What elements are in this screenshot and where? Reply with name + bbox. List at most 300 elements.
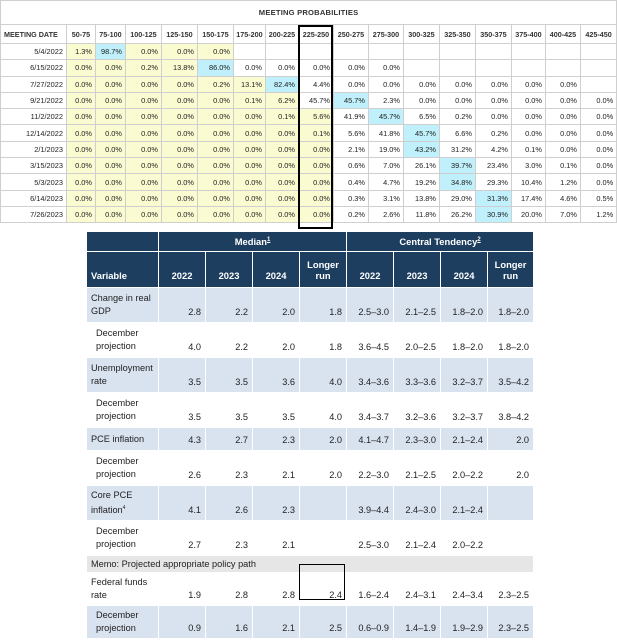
central-tendency-value: 2.3–2.5 xyxy=(488,573,534,606)
median-value: 0.9 xyxy=(159,606,206,639)
probability-cell: 0.0% xyxy=(234,190,266,206)
central-tendency-value: 3.2–3.6 xyxy=(394,393,441,428)
median-value: 2.0 xyxy=(300,451,347,486)
central-tendency-value: 2.5–3.0 xyxy=(347,288,394,323)
probability-cell: 6.2% xyxy=(266,92,299,108)
meeting-date-cell: 3/15/2023 xyxy=(1,158,67,174)
probability-cell xyxy=(334,44,369,60)
probability-cell: 0.0% xyxy=(299,206,334,222)
central-tendency-group-header: Central Tendency$^2$ xyxy=(347,232,534,252)
meeting-probabilities-table xyxy=(0,0,617,223)
probability-row xyxy=(1,92,617,108)
probability-cell: 1.3% xyxy=(67,44,96,60)
probability-cell: 31.2% xyxy=(440,141,476,157)
probability-cell: 3.1% xyxy=(369,190,404,206)
probability-cell: 0.0% xyxy=(198,92,234,108)
probability-cell: 29.3% xyxy=(476,174,512,190)
probability-cell: 0.0% xyxy=(162,109,198,125)
median-value: 2.2 xyxy=(206,288,253,323)
central-tendency-value xyxy=(488,521,534,556)
probability-cell: 0.5% xyxy=(581,190,617,206)
probability-cell: 0.0% xyxy=(67,141,96,157)
rate-range-header: 325-350 xyxy=(440,25,476,44)
median-value: 2.7 xyxy=(206,428,253,451)
probability-cell: 39.7% xyxy=(440,158,476,174)
central-tendency-value: 1.8–2.0 xyxy=(488,323,534,358)
probability-cell: 0.0% xyxy=(67,125,96,141)
median-value: 2.0 xyxy=(253,323,300,358)
probability-cell: 41.8% xyxy=(369,125,404,141)
probability-cell: 13.8% xyxy=(162,60,198,76)
probability-cell: 0.0% xyxy=(334,60,369,76)
median-group-header: Median$^1$ xyxy=(159,232,347,252)
ct-2024-header: 2024 xyxy=(441,252,488,288)
projection-row xyxy=(87,393,534,428)
probability-cell: 10.4% xyxy=(512,174,546,190)
variable-label: Federal funds rate xyxy=(87,573,159,606)
variable-label: December projection xyxy=(87,451,159,486)
median-value xyxy=(300,486,347,521)
variable-label: December projection xyxy=(87,521,159,556)
central-tendency-value: 2.3–3.0 xyxy=(394,428,441,451)
probability-cell: 0.0% xyxy=(546,92,581,108)
probability-cell: 0.0% xyxy=(126,44,162,60)
probability-cell: 0.0% xyxy=(198,190,234,206)
probability-cell: 0.0% xyxy=(96,158,126,174)
central-tendency-value: 2.4–3.4 xyxy=(441,573,488,606)
probability-cell: 0.0% xyxy=(126,190,162,206)
rate-range-header: 350-375 xyxy=(476,25,512,44)
meeting-date-header: MEETING DATE xyxy=(1,25,67,44)
projection-row xyxy=(87,606,534,639)
memo-row xyxy=(87,556,534,573)
probability-cell: 0.0% xyxy=(234,60,266,76)
probability-cell: 82.4% xyxy=(266,76,299,92)
probability-cell: 0.0% xyxy=(266,60,299,76)
probability-cell: 0.0% xyxy=(476,76,512,92)
ct-longer-run-header: Longer run xyxy=(488,252,534,288)
rate-range-header: 400-425 xyxy=(546,25,581,44)
probability-cell: 0.0% xyxy=(234,158,266,174)
projection-row xyxy=(87,521,534,556)
probability-cell: 0.0% xyxy=(546,141,581,157)
probability-cell: 0.0% xyxy=(546,109,581,125)
probability-cell: 0.0% xyxy=(67,92,96,108)
variable-label: Unemployment rate xyxy=(87,358,159,393)
probability-cell: 0.0% xyxy=(67,158,96,174)
median-value: 1.6 xyxy=(206,606,253,639)
probability-cell: 0.1% xyxy=(299,125,334,141)
probability-cell xyxy=(512,60,546,76)
central-tendency-value: 3.4–3.7 xyxy=(347,393,394,428)
variable-label: PCE inflation xyxy=(87,428,159,451)
probability-cell: 0.0% xyxy=(299,141,334,157)
central-tendency-value: 2.3–2.5 xyxy=(488,606,534,639)
probability-cell: 0.0% xyxy=(369,60,404,76)
probability-cell: 0.0% xyxy=(404,76,440,92)
median-value: 1.8 xyxy=(300,323,347,358)
probability-cell: 0.0% xyxy=(96,206,126,222)
rate-range-header: 225-250 xyxy=(299,25,334,44)
probability-cell: 0.0% xyxy=(234,141,266,157)
central-tendency-value: 2.1–2.5 xyxy=(394,288,441,323)
probability-cell: 0.0% xyxy=(581,141,617,157)
central-tendency-value: 3.6–4.5 xyxy=(347,323,394,358)
probability-cell: 0.0% xyxy=(581,92,617,108)
probability-cell: 0.0% xyxy=(476,109,512,125)
central-tendency-value: 1.4–1.9 xyxy=(394,606,441,639)
probability-cell: 0.0% xyxy=(198,174,234,190)
central-tendency-value: 2.2–3.0 xyxy=(347,451,394,486)
median-value: 2.7 xyxy=(159,521,206,556)
median-value: 2.1 xyxy=(253,451,300,486)
projection-row xyxy=(87,486,534,521)
probability-cell: 4.6% xyxy=(546,190,581,206)
probability-cell: 0.0% xyxy=(126,141,162,157)
meeting-date-cell: 6/14/2023 xyxy=(1,190,67,206)
probability-cell: 0.0% xyxy=(96,190,126,206)
central-tendency-value: 1.8–2.0 xyxy=(441,288,488,323)
probability-cell: 34.8% xyxy=(440,174,476,190)
probability-cell: 0.0% xyxy=(266,158,299,174)
probability-cell: 0.0% xyxy=(162,190,198,206)
probability-cell: 5.6% xyxy=(299,109,334,125)
probability-cell: 0.0% xyxy=(299,60,334,76)
probability-row xyxy=(1,76,617,92)
probability-cell: 0.0% xyxy=(234,206,266,222)
rate-range-header: 275-300 xyxy=(369,25,404,44)
variable-label: December projection xyxy=(87,606,159,639)
probability-cell: 45.7% xyxy=(369,109,404,125)
probability-cell: 0.0% xyxy=(234,125,266,141)
probability-cell xyxy=(546,60,581,76)
probability-cell xyxy=(299,44,334,60)
probability-cell xyxy=(404,60,440,76)
probability-cell: 0.2% xyxy=(476,125,512,141)
probability-cell: 0.0% xyxy=(404,92,440,108)
projection-row xyxy=(87,288,534,323)
probability-cell: 0.1% xyxy=(546,158,581,174)
probability-cell: 0.0% xyxy=(234,174,266,190)
header-blank xyxy=(87,232,159,252)
probability-cell: 29.0% xyxy=(440,190,476,206)
probability-cell: 0.0% xyxy=(162,92,198,108)
probability-row xyxy=(1,109,617,125)
median-value: 3.5 xyxy=(159,358,206,393)
median-value: 1.9 xyxy=(159,573,206,606)
median-value: 3.5 xyxy=(253,393,300,428)
probability-cell: 0.0% xyxy=(96,174,126,190)
probability-cell xyxy=(476,44,512,60)
probability-cell: 0.0% xyxy=(67,206,96,222)
probability-row xyxy=(1,158,617,174)
probability-cell: 0.0% xyxy=(299,190,334,206)
probability-cell: 30.9% xyxy=(476,206,512,222)
ct-2023-header: 2023 xyxy=(394,252,441,288)
probability-cell: 0.0% xyxy=(266,190,299,206)
central-tendency-value: 0.6–0.9 xyxy=(347,606,394,639)
probability-cell xyxy=(546,44,581,60)
probability-cell: 3.0% xyxy=(512,158,546,174)
probability-cell: 0.0% xyxy=(67,76,96,92)
median-longer-run-header: Longer run xyxy=(300,252,347,288)
central-tendency-footnote: 2 xyxy=(477,236,481,243)
probability-cell: 0.0% xyxy=(126,174,162,190)
probability-cell: 0.1% xyxy=(512,141,546,157)
meeting-date-cell: 11/2/2022 xyxy=(1,109,67,125)
probability-cell: 0.0% xyxy=(512,92,546,108)
probability-cell: 31.3% xyxy=(476,190,512,206)
central-tendency-value: 2.4–3.0 xyxy=(394,486,441,521)
probability-cell: 0.0% xyxy=(126,76,162,92)
median-value: 2.8 xyxy=(206,573,253,606)
probability-cell xyxy=(266,44,299,60)
probability-cell: 26.1% xyxy=(404,158,440,174)
central-tendency-value: 3.8–4.2 xyxy=(488,393,534,428)
probability-cell: 23.4% xyxy=(476,158,512,174)
probability-cell: 0.0% xyxy=(299,158,334,174)
probability-cell: 7.0% xyxy=(546,206,581,222)
median-2024-header: 2024 xyxy=(253,252,300,288)
median-footnote: 1 xyxy=(266,236,271,243)
variable-label: December projection xyxy=(87,323,159,358)
probability-cell: 45.7% xyxy=(299,92,334,108)
probability-cell: 41.9% xyxy=(334,109,369,125)
probability-cell: 0.2% xyxy=(334,206,369,222)
meeting-date-cell: 7/26/2023 xyxy=(1,206,67,222)
median-value: 2.6 xyxy=(206,486,253,521)
probability-cell: 0.2% xyxy=(198,76,234,92)
probability-row xyxy=(1,190,617,206)
rate-range-header: 125-150 xyxy=(162,25,198,44)
probability-cell: 0.0% xyxy=(512,76,546,92)
central-tendency-value: 2.0–2.2 xyxy=(441,521,488,556)
probability-cell: 2.1% xyxy=(334,141,369,157)
rate-range-header: 200-225 xyxy=(266,25,299,44)
probability-cell: 0.0% xyxy=(162,158,198,174)
probability-cell xyxy=(440,44,476,60)
median-value: 2.1 xyxy=(253,606,300,639)
central-tendency-value: 2.1–2.4 xyxy=(394,521,441,556)
central-tendency-value xyxy=(488,486,534,521)
probability-cell: 0.0% xyxy=(96,76,126,92)
central-tendency-value: 3.4–3.6 xyxy=(347,358,394,393)
probability-row xyxy=(1,206,617,222)
median-value: 2.0 xyxy=(300,428,347,451)
probability-cell: 20.0% xyxy=(512,206,546,222)
probability-cell: 0.0% xyxy=(512,125,546,141)
probability-cell: 5.6% xyxy=(334,125,369,141)
meeting-date-cell: 2/1/2023 xyxy=(1,141,67,157)
probability-cell: 13.1% xyxy=(234,76,266,92)
probability-cell: 1.2% xyxy=(546,174,581,190)
central-tendency-value: 2.0–2.2 xyxy=(441,451,488,486)
meeting-date-cell: 7/27/2022 xyxy=(1,76,67,92)
probability-row xyxy=(1,60,617,76)
probability-cell: 0.0% xyxy=(96,60,126,76)
probability-row xyxy=(1,125,617,141)
median-value: 3.5 xyxy=(206,393,253,428)
probability-cell: 2.3% xyxy=(369,92,404,108)
median-value: 2.3 xyxy=(253,428,300,451)
median-value: 3.5 xyxy=(159,393,206,428)
central-tendency-value: 2.0 xyxy=(488,451,534,486)
probability-cell xyxy=(234,44,266,60)
probability-cell xyxy=(369,44,404,60)
median-value: 2.3 xyxy=(253,486,300,521)
median-value: 2.5 xyxy=(300,606,347,639)
central-tendency-value: 1.8–2.0 xyxy=(441,323,488,358)
probability-cell: 0.3% xyxy=(334,190,369,206)
median-2022-header: 2022 xyxy=(159,252,206,288)
median-2023-header: 2023 xyxy=(206,252,253,288)
probability-cell: 0.0% xyxy=(67,109,96,125)
probability-cell: 2.6% xyxy=(369,206,404,222)
central-tendency-value: 2.1–2.4 xyxy=(441,486,488,521)
probability-cell: 0.0% xyxy=(198,44,234,60)
variable-header: Variable xyxy=(87,252,159,288)
probability-cell: 0.0% xyxy=(67,190,96,206)
rate-range-header: 50-75 xyxy=(67,25,96,44)
median-value: 3.6 xyxy=(253,358,300,393)
probability-cell xyxy=(581,76,617,92)
probability-cell: 0.1% xyxy=(266,109,299,125)
central-tendency-value: 2.0–2.5 xyxy=(394,323,441,358)
probability-cell: 0.0% xyxy=(476,92,512,108)
probability-cell: 19.0% xyxy=(369,141,404,157)
rate-range-header: 100-125 xyxy=(126,25,162,44)
probability-cell: 0.0% xyxy=(198,125,234,141)
central-tendency-value: 3.2–3.7 xyxy=(441,393,488,428)
probability-cell: 0.4% xyxy=(334,174,369,190)
median-value: 2.0 xyxy=(253,288,300,323)
projection-row xyxy=(87,323,534,358)
probability-cell: 0.0% xyxy=(581,158,617,174)
probability-cell: 0.0% xyxy=(126,109,162,125)
rate-range-header: 375-400 xyxy=(512,25,546,44)
probability-cell xyxy=(476,60,512,76)
central-tendency-value: 2.1–2.5 xyxy=(394,451,441,486)
probability-cell: 0.0% xyxy=(440,92,476,108)
median-value: 2.3 xyxy=(206,521,253,556)
probability-cell: 45.7% xyxy=(404,125,440,141)
probability-cell: 45.7% xyxy=(334,92,369,108)
meeting-probabilities-title: MEETING PROBABILITIES xyxy=(1,1,617,25)
median-value: 4.3 xyxy=(159,428,206,451)
probability-cell: 0.0% xyxy=(162,174,198,190)
probability-cell: 6.5% xyxy=(404,109,440,125)
probability-cell: 98.7% xyxy=(96,44,126,60)
median-value: 2.8 xyxy=(253,573,300,606)
meeting-date-cell: 6/15/2022 xyxy=(1,60,67,76)
probability-cell: 0.2% xyxy=(126,60,162,76)
central-tendency-value: 2.5–3.0 xyxy=(347,521,394,556)
probability-row xyxy=(1,44,617,60)
probability-cell: 0.0% xyxy=(266,125,299,141)
central-tendency-value: 3.5–4.2 xyxy=(488,358,534,393)
central-tendency-value: 2.1–2.4 xyxy=(441,428,488,451)
probability-cell: 1.2% xyxy=(581,206,617,222)
probability-cell: 0.0% xyxy=(234,109,266,125)
central-tendency-value: 2.0 xyxy=(488,428,534,451)
central-tendency-value: 1.8–2.0 xyxy=(488,288,534,323)
rate-range-header: 75-100 xyxy=(96,25,126,44)
probability-cell: 0.0% xyxy=(266,174,299,190)
central-tendency-value: 3.3–3.6 xyxy=(394,358,441,393)
projection-row xyxy=(87,573,534,606)
variable-label: December projection xyxy=(87,393,159,428)
central-tendency-value: 1.9–2.9 xyxy=(441,606,488,639)
variable-label: Core PCE inflation$^4$ xyxy=(87,486,159,521)
median-value: 1.8 xyxy=(300,288,347,323)
median-value: 4.0 xyxy=(159,323,206,358)
median-value: 2.2 xyxy=(206,323,253,358)
probability-cell: 4.4% xyxy=(299,76,334,92)
rate-range-header: 175-200 xyxy=(234,25,266,44)
probability-cell: 0.0% xyxy=(96,141,126,157)
rate-range-header: 250-275 xyxy=(334,25,369,44)
central-tendency-value: 1.6–2.4 xyxy=(347,573,394,606)
probability-cell: 0.0% xyxy=(67,174,96,190)
probability-cell: 0.0% xyxy=(198,158,234,174)
probability-cell: 0.0% xyxy=(440,76,476,92)
median-value: 2.8 xyxy=(159,288,206,323)
probability-cell: 0.0% xyxy=(581,174,617,190)
probability-cell: 0.0% xyxy=(198,206,234,222)
probability-cell: 26.2% xyxy=(440,206,476,222)
probability-cell: 0.0% xyxy=(369,76,404,92)
median-value: 2.4 xyxy=(300,573,347,606)
probability-cell: 7.0% xyxy=(369,158,404,174)
probability-cell: 11.8% xyxy=(404,206,440,222)
central-tendency-value: 3.9–4.4 xyxy=(347,486,394,521)
memo-label: Memo: Projected appropriate policy path xyxy=(87,556,534,573)
probability-cell: 6.6% xyxy=(440,125,476,141)
probability-cell: 17.4% xyxy=(512,190,546,206)
median-value: 4.1 xyxy=(159,486,206,521)
probability-cell: 4.7% xyxy=(369,174,404,190)
probability-cell: 0.0% xyxy=(162,76,198,92)
probability-cell: 86.0% xyxy=(198,60,234,76)
median-value: 4.0 xyxy=(300,358,347,393)
probability-cell: 13.8% xyxy=(404,190,440,206)
projection-row xyxy=(87,428,534,451)
probability-cell: 0.0% xyxy=(126,92,162,108)
central-tendency-value: 3.2–3.7 xyxy=(441,358,488,393)
median-value: 2.3 xyxy=(206,451,253,486)
probability-cell xyxy=(581,44,617,60)
probability-cell: 0.0% xyxy=(162,141,198,157)
probability-cell: 0.0% xyxy=(581,109,617,125)
median-value: 2.6 xyxy=(159,451,206,486)
central-tendency-value: 2.4–3.1 xyxy=(394,573,441,606)
probability-cell: 0.0% xyxy=(299,174,334,190)
meeting-date-cell: 9/21/2022 xyxy=(1,92,67,108)
probability-cell: 0.0% xyxy=(512,109,546,125)
probability-cell: 0.0% xyxy=(162,206,198,222)
median-value: 2.1 xyxy=(253,521,300,556)
probability-cell xyxy=(581,60,617,76)
probability-cell: 0.0% xyxy=(546,76,581,92)
variable-label: Change in real GDP xyxy=(87,288,159,323)
meeting-date-cell: 12/14/2022 xyxy=(1,125,67,141)
probability-cell: 0.0% xyxy=(162,125,198,141)
rate-range-header: 150-175 xyxy=(198,25,234,44)
probability-cell: 0.0% xyxy=(96,92,126,108)
probability-cell: 0.0% xyxy=(198,141,234,157)
probability-cell: 0.0% xyxy=(126,158,162,174)
projection-row xyxy=(87,358,534,393)
